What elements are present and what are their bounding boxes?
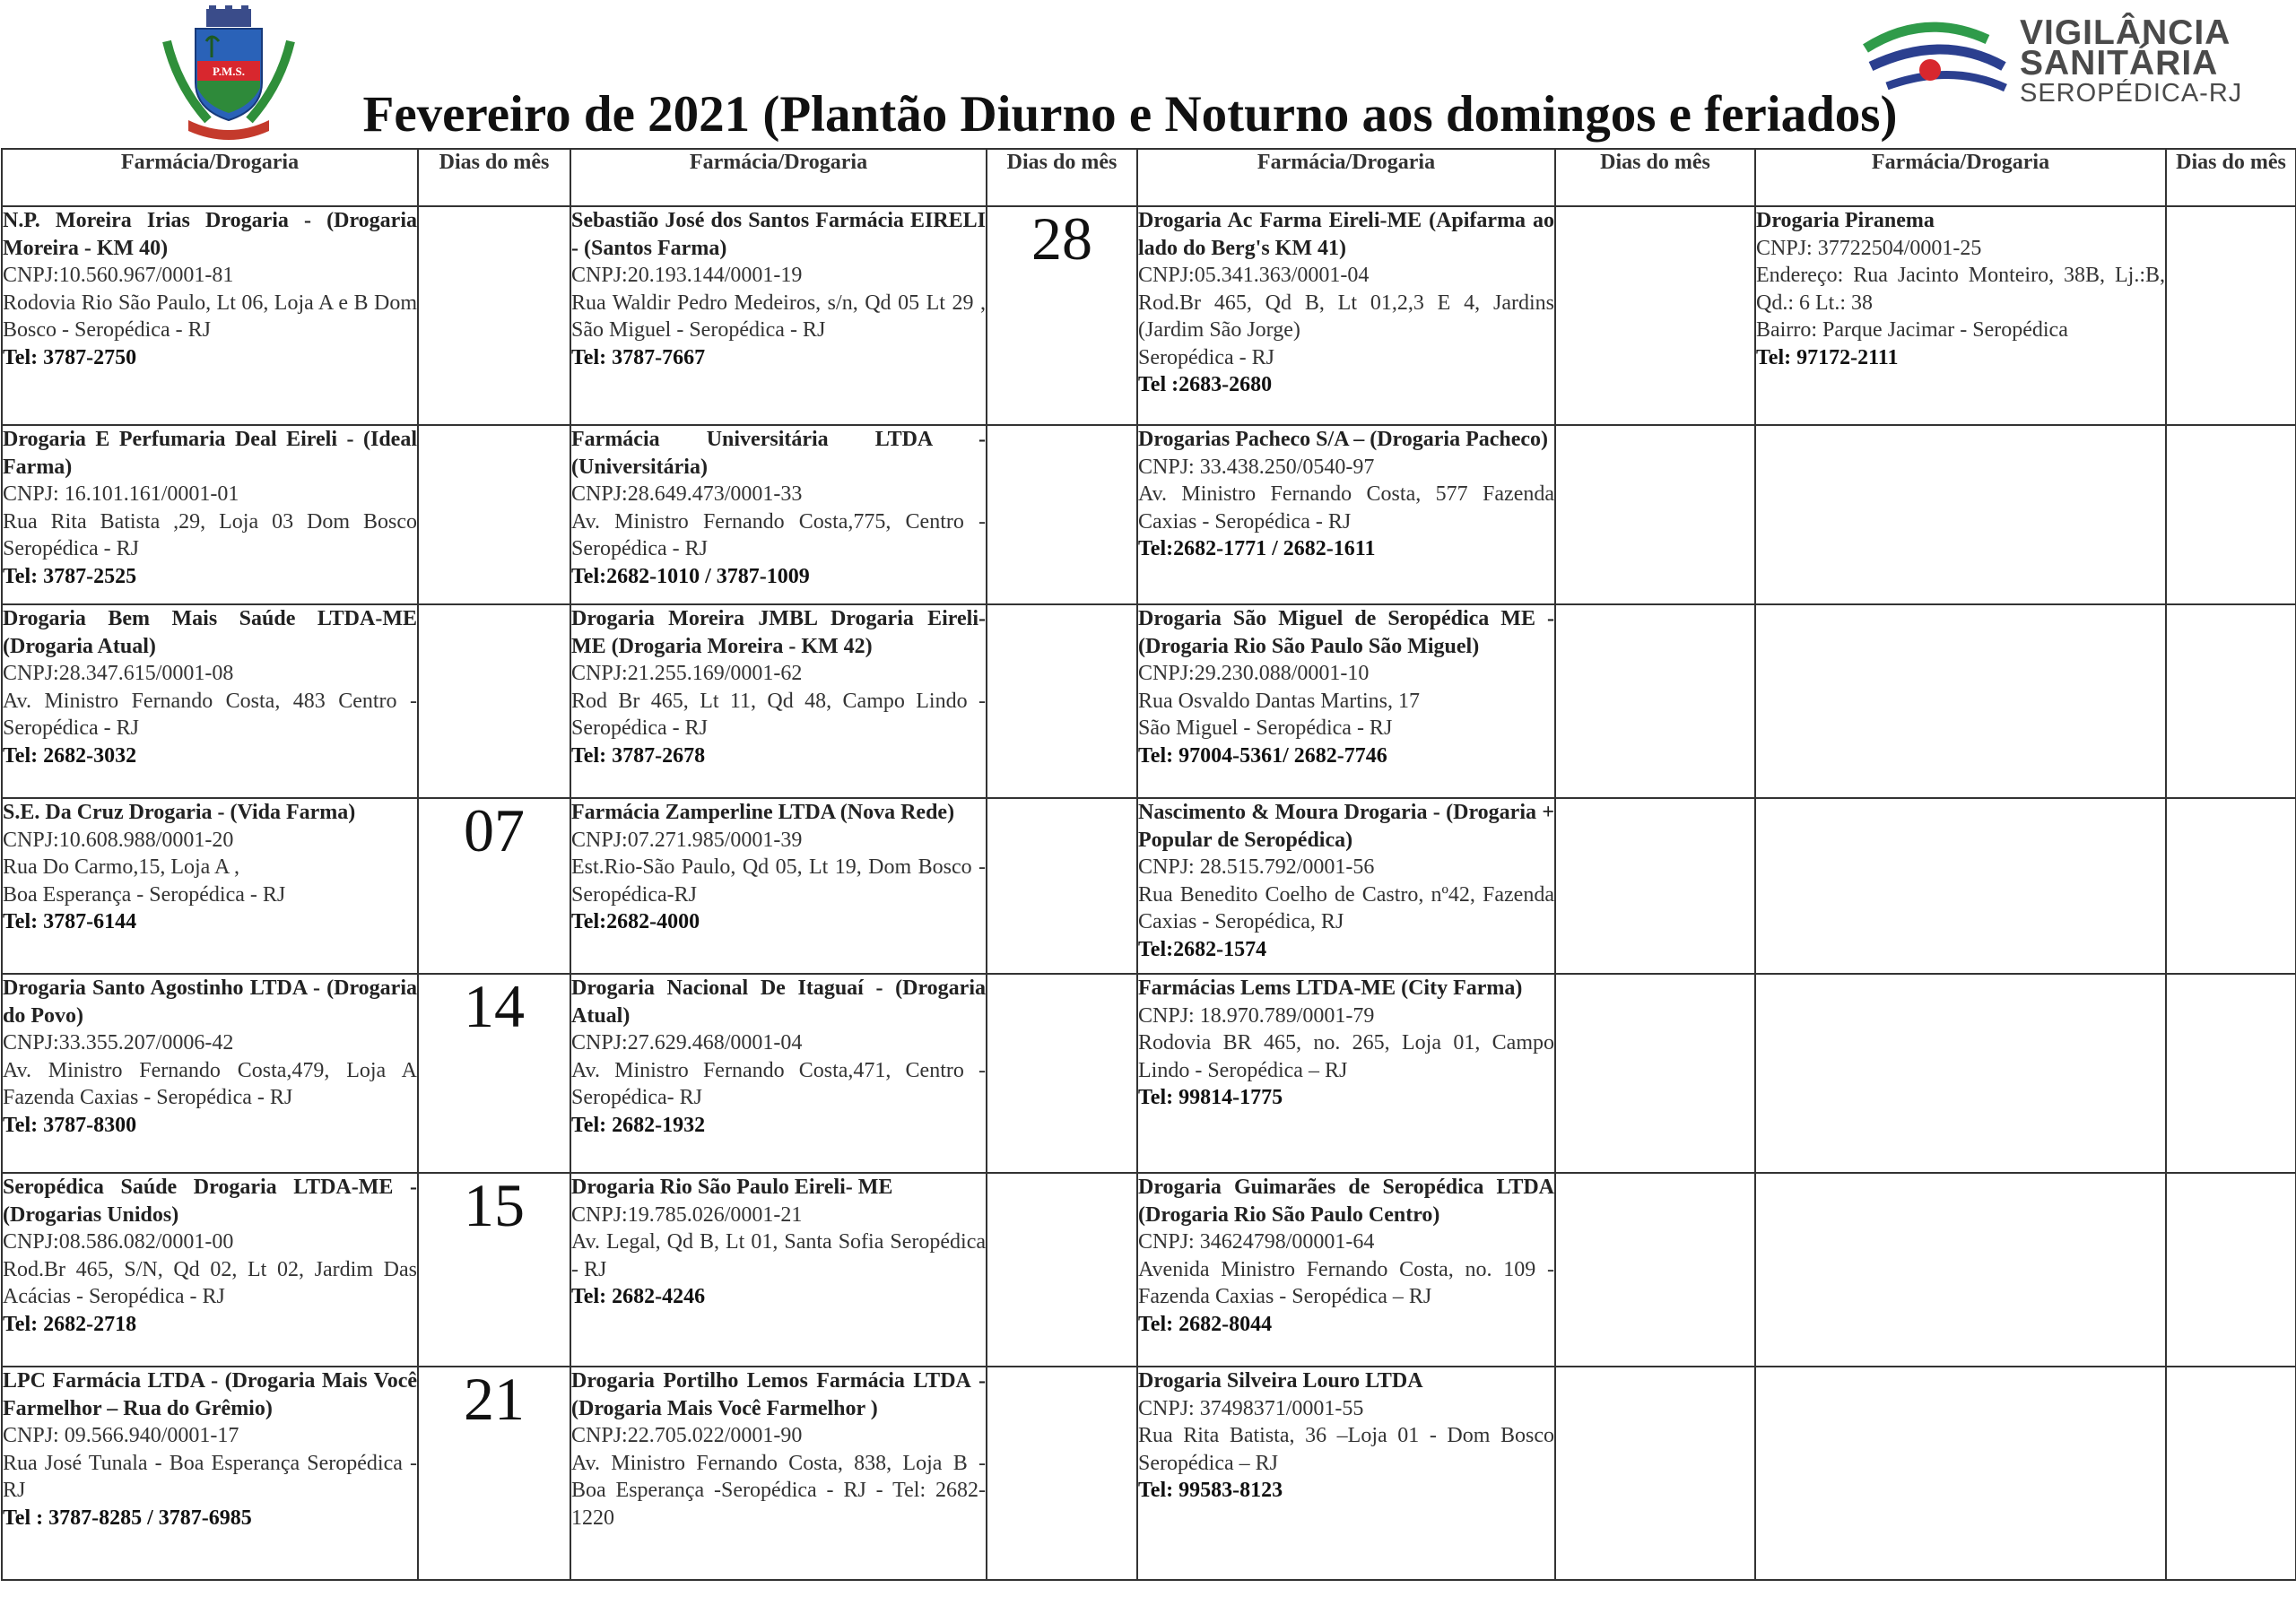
pharmacy-name: Drogaria Moreira JMBL Drogaria Eireli-ME (Drogaria Moreira - KM 42) [571,607,986,658]
crest-text: P.M.S. [213,65,245,78]
table-row [2,425,2296,604]
duty-day-cell: 14 [418,974,570,1173]
duty-day-cell [1555,206,1755,425]
pharmacy-cell [1755,604,2166,798]
duty-day-cell: 21 [418,1367,570,1580]
pharmacy-address: Av. Ministro Fernando Costa,775, Centro - Seropédica - RJ [571,509,986,560]
duty-day-cell [1555,1367,1755,1580]
pharmacy-name: Drogaria Guimarães de Seropédica LTDA (Drogaria Rio São Paulo Centro) [1138,1176,1554,1227]
duty-day-cell [2166,974,2296,1173]
vigilancia-text [2020,13,2280,108]
pharmacy-address: Bairro: Parque Jacimar - Seropédica [1756,318,2068,342]
pharmacy-cell [1137,1173,1555,1367]
table-row [2,974,2296,1173]
duty-day-cell [418,604,570,798]
pharmacy-cnpj: CNPJ:07.271.985/0001-39 [571,828,803,852]
pharmacy-address: Rua Do Carmo,15, Loja A , [3,855,239,879]
pharmacy-cnpj: CNPJ:29.230.088/0001-10 [1138,662,1370,685]
pharmacy-name: S.E. Da Cruz Drogaria - (Vida Farma) [3,801,356,824]
pharmacy-address: Rua Osvaldo Dantas Martins, 17 [1138,689,1420,713]
pharmacy-cell [570,1173,987,1367]
pharmacy-phone: Tel:2682-1574 [1138,937,1267,961]
duty-day-cell [2166,1173,2296,1367]
pharmacy-cnpj: CNPJ:08.586.082/0001-00 [3,1230,234,1254]
pharmacy-cell [2,1367,418,1580]
duty-day-cell: 15 [418,1173,570,1367]
pharmacy-cell [570,798,987,974]
pharmacy-address: Rod.Br 465, S/N, Qd 02, Lt 02, Jardim Das Acácias - Seropédica - RJ [3,1257,417,1308]
pharmacy-cnpj: CNPJ:19.785.026/0001-21 [571,1202,803,1227]
pharmacy-cell [2,604,418,798]
pharmacy-cnpj: CNPJ: 34624798/00001-64 [1138,1230,1375,1254]
pharmacy-address: Rua José Tunala - Boa Esperança Seropédica - RJ [3,1451,417,1502]
pharmacy-cnpj: CNPJ: 16.101.161/0001-01 [3,482,239,506]
duty-day-cell [987,798,1137,974]
pharmacy-cell [1755,974,2166,1173]
pharmacy-phone: Tel: 2682-8044 [1138,1312,1273,1336]
pharmacy-name: Drogaria Bem Mais Saúde LTDA-ME (Drogaria Atual) [3,607,417,658]
pharmacy-cell [1137,206,1555,425]
pharmacy-name: Drogarias Pacheco S/A – (Drogaria Pacheco) [1138,428,1549,451]
duty-day-cell [987,1173,1137,1367]
pharmacy-cnpj: CNPJ:28.347.615/0001-08 [3,662,234,685]
pharmacy-cnpj: CNPJ: 37722504/0001-25 [1756,236,1982,260]
pharmacy-phone: Tel: 2682-2718 [3,1312,137,1336]
duty-day-cell [987,604,1137,798]
pharmacy-phone: Tel: 3787-7667 [571,345,706,369]
pharmacy-phone: Tel: 99583-8123 [1138,1479,1283,1502]
pharmacy-name: Drogaria Ac Farma Eireli-ME (Apifarma ao lado do Berg's KM 41) [1138,209,1554,260]
duty-day-cell [2166,604,2296,798]
table-row [2,1173,2296,1367]
pharmacy-address: Avenida Ministro Fernando Costa, no. 109 - Fazenda Caxias - Seropédica – RJ [1138,1257,1554,1308]
pharmacy-address: Est.Rio-São Paulo, Qd 05, Lt 19, Dom Bosco - Seropédica-RJ [571,855,986,907]
pharmacy-phone: Tel: 97004-5361/ 2682-7746 [1138,743,1387,768]
column-header-pharmacy: Farmácia/Drogaria [1755,149,2166,206]
pharmacy-cell [1137,425,1555,604]
pharmacy-cell [2,1173,418,1367]
pharmacy-name: Drogaria São Miguel de Seropédica ME - (Drogaria Rio São Paulo São Miguel) [1138,607,1554,658]
pharmacy-cell [2,206,418,425]
pharmacy-cell [2,425,418,604]
pharmacy-name: LPC Farmácia LTDA - (Drogaria Mais Você Farmelhor – Rua do Grêmio) [3,1369,417,1420]
pharmacy-address: Boa Esperança - Seropédica - RJ [3,882,286,907]
pharmacy-address: Av. Ministro Fernando Costa, 577 Fazenda Caxias - Seropédica - RJ [1138,482,1554,534]
pharmacy-name: Drogaria Rio São Paulo Eireli- ME [571,1176,893,1199]
pharmacy-address: Rodovia Rio São Paulo, Lt 06, Loja A e B Dom Bosco - Seropédica - RJ [3,291,417,342]
column-header-days: Dias do mês [2166,149,2296,206]
column-header-days: Dias do mês [987,149,1137,206]
table-row [2,604,2296,798]
duty-day-cell [987,425,1137,604]
pharmacy-cnpj: CNPJ:05.341.363/0001-04 [1138,264,1370,287]
pharmacy-address: Rua Benedito Coelho de Castro, nº42, Fazenda Caxias - Seropédica, RJ [1138,882,1554,933]
pharmacy-name: Farmácia Universitária LTDA - (Universitária) [571,428,986,479]
pharmacy-cnpj: CNPJ: 28.515.792/0001-56 [1138,855,1375,879]
pharmacy-cnpj: CNPJ:27.629.468/0001-04 [571,1031,803,1055]
pharmacy-name: Drogaria E Perfumaria Deal Eireli - (Ideal Farma) [3,428,417,479]
column-header-pharmacy: Farmácia/Drogaria [2,149,418,206]
table-row [2,798,2296,974]
pharmacy-cnpj: CNPJ: 18.970.789/0001-79 [1138,1003,1375,1028]
pharmacy-duty-table [1,148,2296,1581]
visa-line-1: VIGILÂNCIA [2020,13,2231,52]
pharmacy-cell [570,206,987,425]
pharmacy-cell [1137,1367,1555,1580]
duty-day-cell [2166,1367,2296,1580]
pharmacy-cell [1137,798,1555,974]
pharmacy-name: Seropédica Saúde Drogaria LTDA-ME - (Drogarias Unidos) [3,1176,417,1227]
duty-day-cell [1555,425,1755,604]
vigilancia-sanitaria-logo [1862,13,2274,111]
pharmacy-name: Farmácias Lems LTDA-ME (City Farma) [1138,976,1523,1000]
pharmacy-name: Sebastião José dos Santos Farmácia EIRELI - (Santos Farma) [571,209,986,260]
pharmacy-cell [1755,425,2166,604]
pharmacy-name: Nascimento & Moura Drogaria - (Drogaria + Popular de Seropédica) [1138,801,1554,852]
duty-day-cell [418,425,570,604]
pharmacy-name: Drogaria Silveira Louro LTDA [1138,1369,1423,1393]
pharmacy-name: Drogaria Santo Agostinho LTDA - (Drogaria do Povo) [3,976,417,1028]
pharmacy-cell [570,604,987,798]
pharmacy-phone: Tel: 3787-2678 [571,743,706,768]
duty-day-cell [987,1367,1137,1580]
pharmacy-address: Rod.Br 465, Qd B, Lt 01,2,3 E 4, Jardins (Jardim São Jorge) [1138,291,1554,342]
pharmacy-address: Rua Waldir Pedro Medeiros, s/n, Qd 05 Lt 29 , São Miguel - Seropédica - RJ [571,291,986,342]
pharmacy-cell [1755,206,2166,425]
vigilancia-swoosh-icon [1862,16,2014,106]
page-title: Fevereiro de 2021 (Plantão Diurno e Noturno aos domingos e feriados) [362,86,1898,143]
pharmacy-address: Seropédica - RJ [1138,345,1274,369]
page-header [0,0,2296,149]
column-header-pharmacy: Farmácia/Drogaria [570,149,987,206]
pharmacy-address: Av. Ministro Fernando Costa,479, Loja A Fazenda Caxias - Seropédica - RJ [3,1058,417,1109]
table-header-row [2,149,2296,206]
pharmacy-cnpj: CNPJ:10.608.988/0001-20 [3,828,234,852]
table-row [2,1367,2296,1580]
pharmacy-phone: Tel : 3787-8285 / 3787-6985 [3,1506,252,1530]
table-body [2,206,2296,1580]
pharmacy-phone: Tel :2683-2680 [1138,373,1273,396]
pharmacy-cell [1755,798,2166,974]
duty-day-cell [1555,798,1755,974]
duty-day-cell [2166,425,2296,604]
duty-day-cell [1555,1173,1755,1367]
duty-day-cell: 28 [987,206,1137,425]
pharmacy-name: Farmácia Zamperline LTDA (Nova Rede) [571,801,955,824]
pharmacy-name: Drogaria Nacional De Itaguaí - (Drogaria Atual) [571,976,986,1028]
column-header-days: Dias do mês [1555,149,1755,206]
pharmacy-address: Av. Ministro Fernando Costa, 483 Centro - Seropédica - RJ [3,689,417,740]
pharmacy-phone: Tel: 3787-2525 [3,564,137,588]
pharmacy-address: Av. Ministro Fernando Costa, 838, Loja B - Boa Esperança -Seropédica - RJ - Tel: 2682-1220 [571,1451,986,1530]
duty-day-cell [2166,206,2296,425]
pharmacy-cell [1137,974,1555,1173]
pharmacy-cell [570,1367,987,1580]
pharmacy-phone: Tel: 3787-2750 [3,345,137,369]
pharmacy-phone: Tel:2682-1010 / 3787-1009 [571,564,810,588]
duty-day-cell [987,974,1137,1173]
pharmacy-phone: Tel:2682-1771 / 2682-1611 [1138,537,1376,560]
duty-day-cell: 07 [418,798,570,974]
pharmacy-phone: Tel: 3787-8300 [3,1113,137,1137]
pharmacy-cnpj: CNPJ:28.649.473/0001-33 [571,482,803,506]
pharmacy-address: Rodovia BR 465, no. 265, Loja 01, Campo Lindo - Seropédica – RJ [1138,1031,1554,1082]
pharmacy-cnpj: CNPJ:21.255.169/0001-62 [571,662,803,685]
visa-line-3: SEROPÉDICA-RJ [2020,79,2243,108]
pharmacy-address: Endereço: Rua Jacinto Monteiro, 38B, Lj.:B, Qd.: 6 Lt.: 38 [1756,264,2165,315]
pharmacy-address: Av. Ministro Fernando Costa,471, Centro - Seropédica- RJ [571,1058,986,1109]
pharmacy-cell [1755,1367,2166,1580]
pharmacy-cell [2,974,418,1173]
pharmacy-name: N.P. Moreira Irias Drogaria - (Drogaria Moreira - KM 40) [3,209,417,260]
pharmacy-cell [570,425,987,604]
pharmacy-cnpj: CNPJ: 09.566.940/0001-17 [3,1424,239,1447]
pharmacy-cnpj: CNPJ:33.355.207/0006-42 [3,1031,234,1055]
column-header-days: Dias do mês [418,149,570,206]
pharmacy-phone: Tel: 99814-1775 [1138,1086,1283,1109]
pharmacy-address: Av. Legal, Qd B, Lt 01, Santa Sofia Seropédica - RJ [571,1230,986,1281]
pharmacy-cell [570,974,987,1173]
pharmacy-phone: Tel: 2682-1932 [571,1113,706,1137]
duty-day-cell [2166,798,2296,974]
pharmacy-address: Rua Rita Batista, 36 –Loja 01 - Dom Bosco Seropédica – RJ [1138,1424,1554,1475]
pharmacy-cnpj: CNPJ: 37498371/0001-55 [1138,1396,1364,1420]
duty-day-cell [1555,604,1755,798]
visa-line-2: SANITÁRIA [2020,44,2219,82]
pharmacy-cell [1137,604,1555,798]
pharmacy-phone: Tel: 97172-2111 [1756,345,1899,369]
pharmacy-cnpj: CNPJ:22.705.022/0001-90 [571,1424,803,1447]
pharmacy-cnpj: CNPJ: 33.438.250/0540-97 [1138,455,1375,479]
pharmacy-address: Rua Rita Batista ,29, Loja 03 Dom Bosco Seropédica - RJ [3,509,417,560]
table-row [2,206,2296,425]
pharmacy-address: São Miguel - Seropédica - RJ [1138,716,1393,740]
pharmacy-address: Rod Br 465, Lt 11, Qd 48, Campo Lindo - Seropédica - RJ [571,689,986,740]
pharmacy-phone: Tel: 2682-3032 [3,743,137,768]
column-header-pharmacy: Farmácia/Drogaria [1137,149,1555,206]
pharmacy-phone: Tel: 3787-6144 [3,910,137,933]
duty-day-cell [1555,974,1755,1173]
pharmacy-phone: Tel: 2682-4246 [571,1285,706,1308]
pharmacy-cell [2,798,418,974]
pharmacy-name: Drogaria Piranema [1756,209,1935,232]
pharmacy-name: Drogaria Portilho Lemos Farmácia LTDA - (Drogaria Mais Você Farmelhor ) [571,1369,986,1420]
pharmacy-cnpj: CNPJ:10.560.967/0001-81 [3,264,234,287]
pharmacy-phone: Tel:2682-4000 [571,910,700,933]
pharmacy-cnpj: CNPJ:20.193.144/0001-19 [571,264,803,287]
duty-day-cell [418,206,570,425]
pharmacy-cell [1755,1173,2166,1367]
